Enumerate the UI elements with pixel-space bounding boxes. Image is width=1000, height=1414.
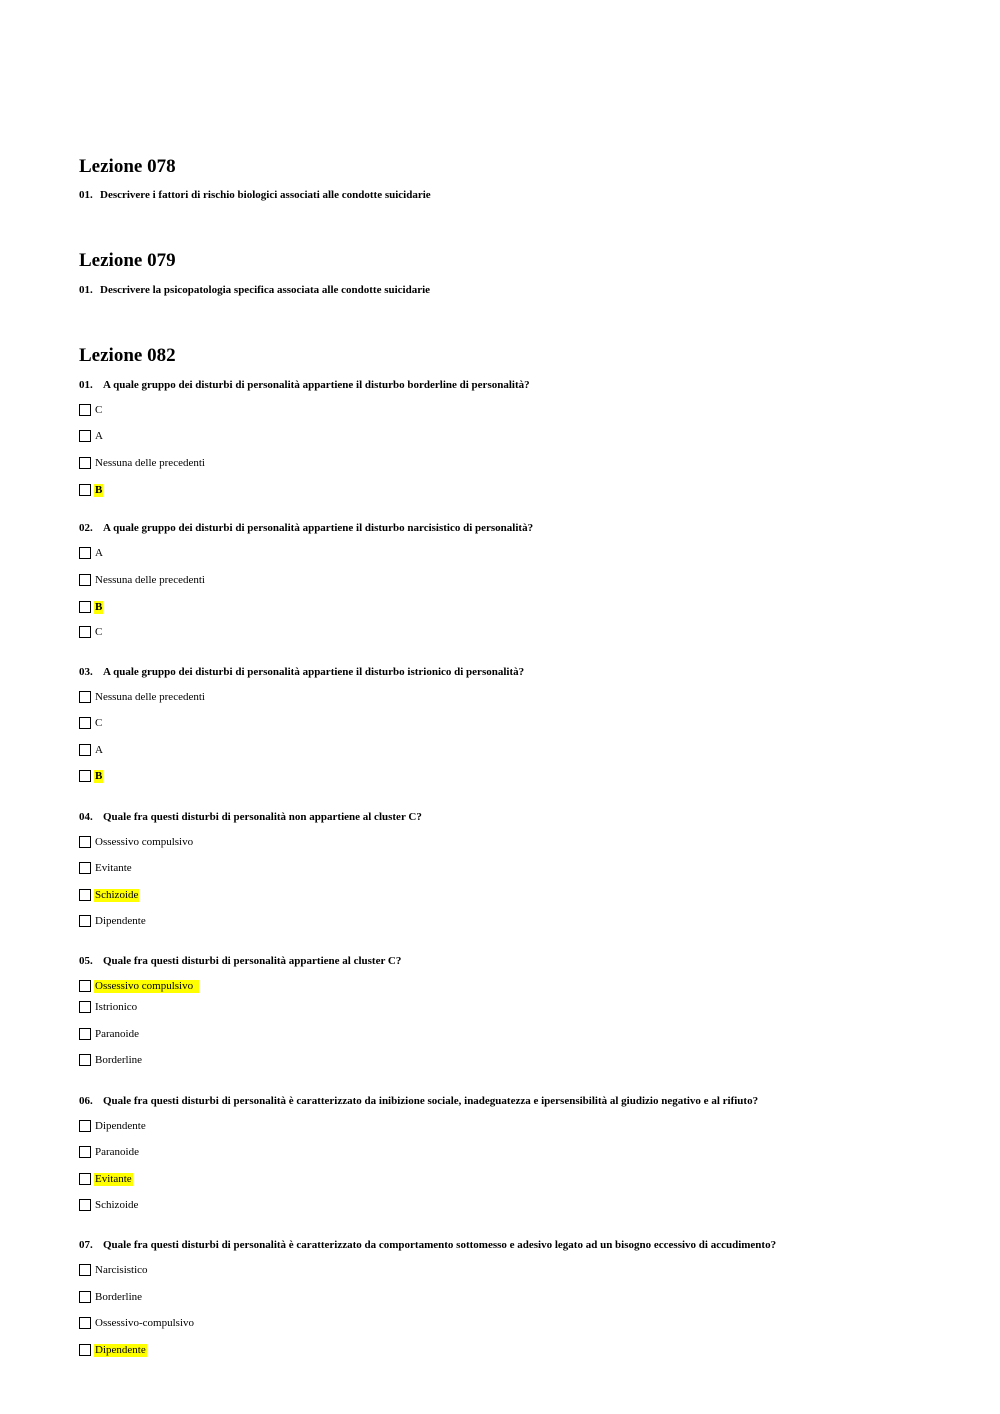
question xyxy=(79,956,401,967)
answer-option-correct[interactable] xyxy=(79,768,103,784)
answer-option[interactable] xyxy=(79,913,147,929)
option-label-highlighted: B xyxy=(95,769,103,782)
question-text: Quale fra questi disturbi di personalità è caratterizzato da comportamento sottomesso e adesivo legato ad un bisogno eccessivo di accudimento? xyxy=(103,1239,777,1251)
checkbox[interactable] xyxy=(79,457,91,469)
answer-option[interactable] xyxy=(79,1315,195,1331)
option-label: Dipendente xyxy=(95,914,146,927)
checkbox[interactable] xyxy=(79,601,91,613)
checkbox[interactable] xyxy=(79,1317,91,1329)
question-text: A quale gruppo dei disturbi di personalità appartiene il disturbo istrionico di personalità? xyxy=(103,666,525,678)
question-number: 05. xyxy=(79,955,93,967)
option-label: A xyxy=(95,546,103,559)
option-label-highlighted: B xyxy=(95,600,103,613)
question-text: Quale fra questi disturbi di personalità appartiene al cluster C? xyxy=(103,955,402,967)
option-label: Dipendente xyxy=(95,1119,146,1132)
checkbox[interactable] xyxy=(79,744,91,756)
lesson-title: Lezione 078 xyxy=(79,156,176,177)
option-label: A xyxy=(95,743,103,756)
checkbox[interactable] xyxy=(79,574,91,586)
checkbox[interactable] xyxy=(79,1264,91,1276)
option-label: C xyxy=(95,403,103,416)
question-text: Descrivere i fattori di rischio biologici associati alle condotte suicidarie xyxy=(100,189,431,201)
option-label: Ossessivo-compulsivo xyxy=(95,1316,194,1329)
answer-option[interactable] xyxy=(79,1262,149,1278)
question-number: 03. xyxy=(79,666,93,678)
answer-option[interactable] xyxy=(79,1118,147,1134)
option-label: Nessuna delle precedenti xyxy=(95,690,205,703)
answer-option[interactable] xyxy=(79,1052,143,1068)
answer-option[interactable] xyxy=(79,572,206,588)
answer-option[interactable] xyxy=(79,1289,143,1305)
option-label: C xyxy=(95,625,103,638)
answer-option[interactable] xyxy=(79,624,103,640)
question xyxy=(79,812,422,823)
option-label: Ossessivo compulsivo xyxy=(95,835,194,848)
checkbox[interactable] xyxy=(79,404,91,416)
checkbox[interactable] xyxy=(79,1173,91,1185)
option-label-highlighted: Ossessivo compulsivo xyxy=(94,980,199,993)
option-label: Nessuna delle precedenti xyxy=(95,573,205,586)
checkbox[interactable] xyxy=(79,1344,91,1356)
answer-option[interactable] xyxy=(79,1026,140,1042)
option-label: Paranoide xyxy=(95,1145,139,1158)
checkbox[interactable] xyxy=(79,691,91,703)
checkbox[interactable] xyxy=(79,1001,91,1013)
question xyxy=(79,285,430,296)
checkbox[interactable] xyxy=(79,862,91,874)
question xyxy=(79,380,530,391)
answer-option[interactable] xyxy=(79,689,206,705)
option-label: A xyxy=(95,429,103,442)
question-text: Quale fra questi disturbi di personalità è caratterizzato da inibizione sociale, inadeguatezza e ipersensibilità al giudizio negativo e al rifiuto? xyxy=(103,1095,759,1107)
option-label-highlighted: Dipendente xyxy=(95,1343,146,1356)
checkbox[interactable] xyxy=(79,1291,91,1303)
question-text: Descrivere la psicopatologia specifica associata alle condotte suicidarie xyxy=(100,284,431,296)
option-label: Paranoide xyxy=(95,1027,139,1040)
option-label-highlighted: B xyxy=(95,483,103,496)
answer-option[interactable] xyxy=(79,860,133,876)
answer-option-correct[interactable] xyxy=(79,1342,147,1358)
answer-option[interactable] xyxy=(79,999,138,1015)
answer-option-correct[interactable] xyxy=(79,1171,133,1187)
checkbox[interactable] xyxy=(79,626,91,638)
option-label-highlighted: Schizoide xyxy=(95,888,139,901)
question xyxy=(79,667,524,678)
question-number: 01. xyxy=(79,189,93,201)
answer-option[interactable] xyxy=(79,834,194,850)
question-number: 07. xyxy=(79,1239,93,1251)
answer-option[interactable] xyxy=(79,1197,139,1213)
checkbox[interactable] xyxy=(79,836,91,848)
checkbox[interactable] xyxy=(79,1120,91,1132)
option-label: Istrionico xyxy=(95,1000,138,1013)
answer-option[interactable] xyxy=(79,715,103,731)
option-label: C xyxy=(95,716,103,729)
option-label-highlighted: Evitante xyxy=(95,1172,132,1185)
answer-option[interactable] xyxy=(79,455,206,471)
question xyxy=(79,1096,758,1107)
checkbox[interactable] xyxy=(79,547,91,559)
answer-option-correct[interactable] xyxy=(79,599,103,615)
answer-option[interactable] xyxy=(79,428,104,444)
answer-option[interactable] xyxy=(79,402,103,418)
answer-option[interactable] xyxy=(79,742,104,758)
question-number: 06. xyxy=(79,1095,93,1107)
lesson-title: Lezione 082 xyxy=(79,345,176,366)
option-label: Schizoide xyxy=(95,1198,139,1211)
checkbox[interactable] xyxy=(79,1146,91,1158)
checkbox[interactable] xyxy=(79,1054,91,1066)
question-number: 01. xyxy=(79,379,93,391)
question xyxy=(79,190,431,201)
answer-option-correct[interactable] xyxy=(79,482,103,498)
question-number: 01. xyxy=(79,284,93,296)
question-text: A quale gruppo dei disturbi di personalità appartiene il disturbo narcisistico di personalità? xyxy=(103,522,534,534)
checkbox[interactable] xyxy=(79,1028,91,1040)
answer-option[interactable] xyxy=(79,1144,140,1160)
question xyxy=(79,1240,776,1251)
checkbox[interactable] xyxy=(79,915,91,927)
checkbox[interactable] xyxy=(79,889,91,901)
checkbox[interactable] xyxy=(79,430,91,442)
option-label: Borderline xyxy=(95,1053,143,1066)
answer-option-correct[interactable] xyxy=(79,978,199,994)
option-label: Narcisistico xyxy=(95,1263,148,1276)
lesson-title: Lezione 079 xyxy=(79,250,176,271)
option-label: Borderline xyxy=(95,1290,143,1303)
checkbox[interactable] xyxy=(79,770,91,782)
option-label: Evitante xyxy=(95,861,132,874)
answer-option-correct[interactable] xyxy=(79,887,139,903)
checkbox[interactable] xyxy=(79,1199,91,1211)
question-number: 04. xyxy=(79,811,93,823)
question-text: Quale fra questi disturbi di personalità non appartiene al cluster C? xyxy=(103,811,422,823)
checkbox[interactable] xyxy=(79,980,91,992)
question-text: A quale gruppo dei disturbi di personalità appartiene il disturbo borderline di personalità? xyxy=(103,379,530,391)
checkbox[interactable] xyxy=(79,717,91,729)
question-number: 02. xyxy=(79,522,93,534)
checkbox[interactable] xyxy=(79,484,91,496)
question xyxy=(79,523,533,534)
option-label: Nessuna delle precedenti xyxy=(95,456,205,469)
answer-option[interactable] xyxy=(79,545,104,561)
